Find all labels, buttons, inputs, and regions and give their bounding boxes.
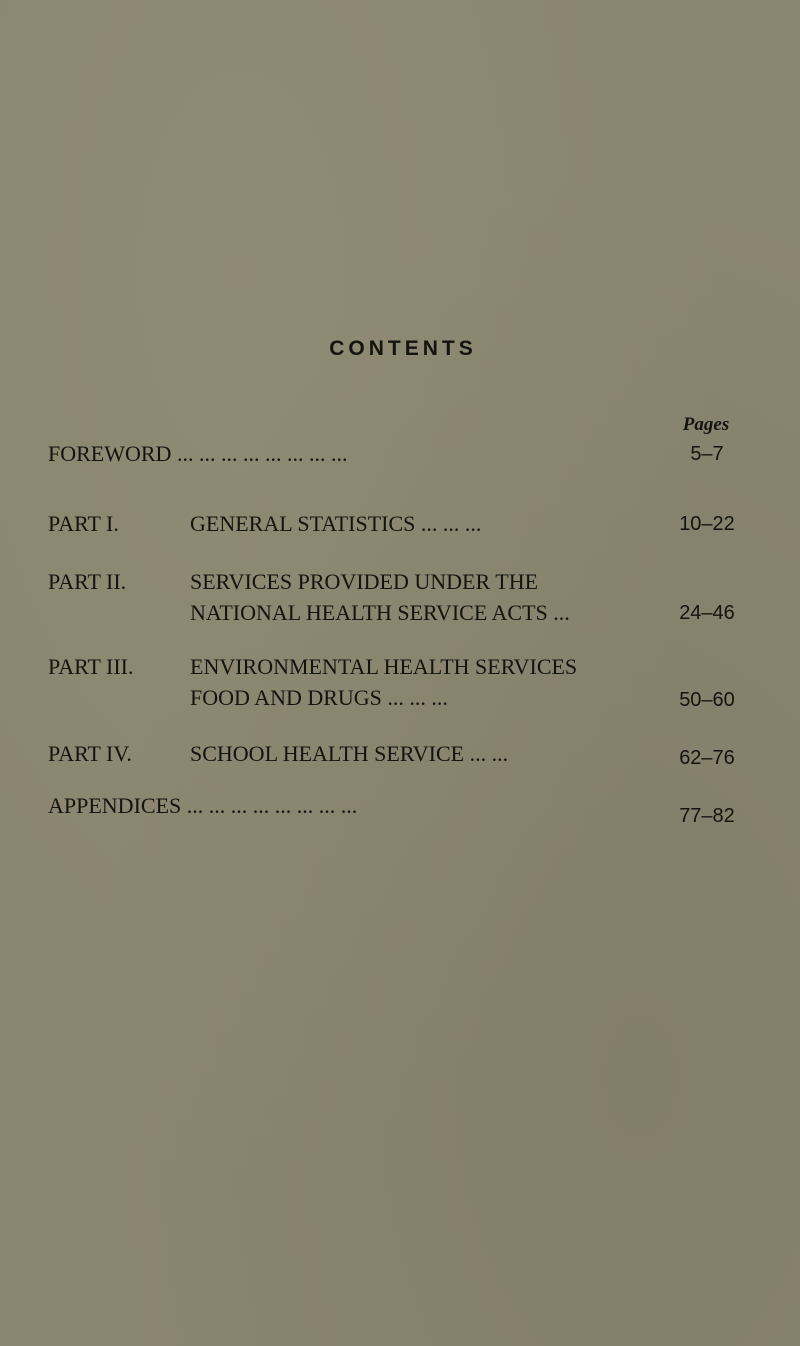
toc-entry-pages: 5–7 [690, 443, 724, 465]
toc-entry-text: APPENDICES ... ... ... ... ... ... ... ... [48, 793, 358, 818]
toc-entry-pages: 10–22 [679, 513, 735, 535]
toc-entry-pages: 24–46 [679, 602, 735, 624]
toc-entry-part-label: PART III. [48, 654, 134, 679]
toc-entry-text: SERVICES PROVIDED UNDER THE [190, 569, 539, 594]
toc-entry-text: NATIONAL HEALTH SERVICE ACTS ... [190, 600, 570, 625]
toc-entry-text: SCHOOL HEALTH SERVICE ... ... [190, 741, 509, 766]
toc-entry-part-label: PART IV. [48, 741, 132, 766]
toc-entry-part-label: PART I. [48, 511, 119, 536]
toc-entry-text: GENERAL STATISTICS ... ... ... [190, 511, 482, 536]
toc-entry-pages: 77–82 [679, 805, 735, 827]
toc-entry-pages: 50–60 [679, 689, 735, 711]
toc-entry-text: ENVIRONMENTAL HEALTH SERVICES [190, 654, 578, 679]
toc-entry-text: FOREWORD ... ... ... ... ... ... ... ... [48, 441, 348, 466]
toc-entry-text: FOOD AND DRUGS ... ... ... [190, 685, 448, 710]
toc-entry-pages: 62–76 [679, 747, 735, 769]
pages-column-heading: Pages [682, 414, 730, 435]
toc-entry-part-label: PART II. [48, 569, 127, 594]
page-title: CONTENTS [329, 337, 477, 360]
